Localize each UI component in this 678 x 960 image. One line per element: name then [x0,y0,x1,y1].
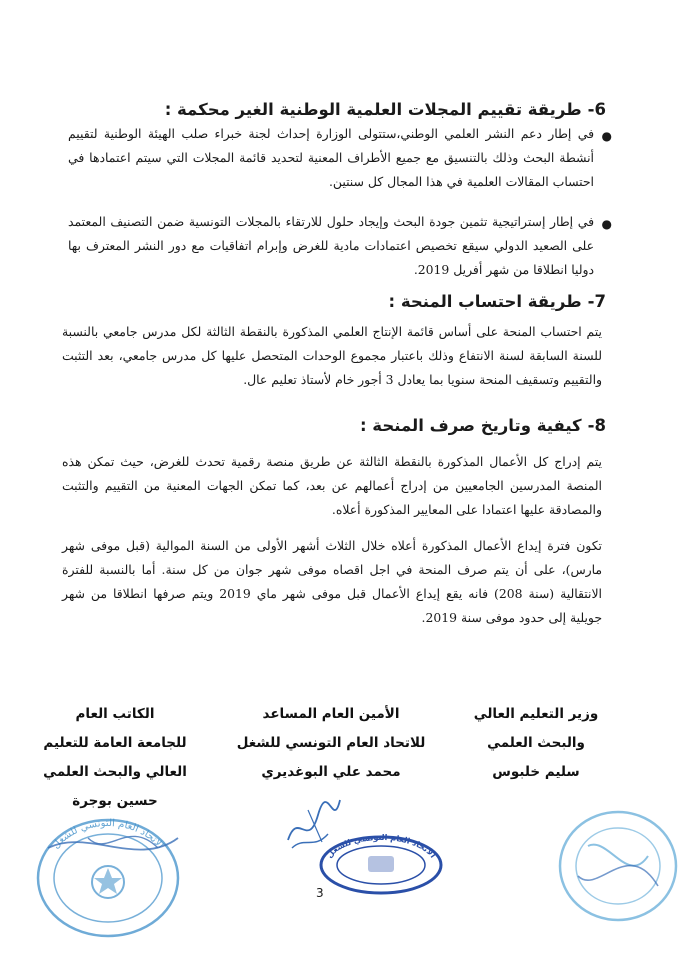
federation-stamp-icon [28,808,188,938]
signatory-minister [466,700,606,787]
signatory-line: حسين بوجرة [72,793,158,809]
section-6-bullet-2: في إطار إستراتيجية تثمين جودة البحث وإيجاد حلول للارتقاء بالمجلات التونسية ضمن التصنيف المعتمد على الصعيد الدولي سيقع تخصيص اعتمادات مادية للغرض وإبرام اتفاقيات مع دور النشر المعترف بها دوليا انطلاقا من شهر أفريل 2019. [68,214,594,277]
section-7-title [389,292,606,311]
signatory-line: العالي والبحث العلمي [43,764,187,780]
signatory-line: وزير التعليم العالي [473,706,599,722]
section-heading: طريقة تقييم المجلات العلمية الوطنية الغير محكمة : [164,100,582,119]
signatory-line: للجامعة العامة للتعليم [43,735,187,751]
section-heading: طريقة احتساب المنحة : [388,292,582,311]
signatory-line: سليم خلبوس [492,764,580,780]
signatory-federation [30,700,200,816]
signatory-line: والبحث العلمي [487,735,585,751]
section-number: 6- [587,100,606,119]
bullet-icon: ● [601,129,612,143]
page-number: 3 [316,886,324,900]
section-8-title [360,416,606,435]
section-8-paragraph-1: يتم إدراج كل الأعمال المذكورة بالنقطة الثالثة عن طريق منصة رقمية تحدث للغرض، حيث تمكن هذه المنصة المدرسين الجامعيين من إدراج أعمالهم عن بعد، كما تمكن الجهات المعنية من التقييم والتثبت والمصادقة عليها اعتمادا على المعايير المذكورة أعلاه. [62,454,602,517]
list-item [0,122,678,194]
section-number: 8- [587,416,606,435]
ugtt-stamp-icon [316,832,446,896]
signatory-line: الكاتب العام [75,706,155,722]
bullet-icon: ● [601,217,612,231]
list-item [0,210,678,282]
section-heading: كيفية وتاريخ صرف المنحة : [359,416,582,435]
section-number: 7- [587,292,606,311]
section-6-bullet-1: في إطار دعم النشر العلمي الوطني،ستتولى الوزارة إحداث لجنة خبراء صلب الهيئة الوطنية لتقييم أنشطة البحث وذلك بالتنسيق مع جميع الأطراف المعنية لتحديد قائمة المجلات التي سيتم اعتمادها في احتساب المقالات العلمية في هذا المجال كل سنتين. [68,126,594,189]
signatory-line: محمد علي البوغديري [261,764,401,780]
section-8-paragraph-2: تكون فترة إيداع الأعمال المذكورة أعلاه خلال الثلاث أشهر الأولى من السنة الموالية (قبل موفى شهر مارس)، على أن يتم صرف المنحة في اجل اقصاه موفى شهر جوان من كل سنة. أما بالنسبة للفترة الانتقالية (سنة 208) فانه يقع إيداع الأعمال قبل موفى شهر ماي 2019 ويتم صرفها انطلاقا من شهر جويلية إلى حدود موفى سنة 2019. [62,538,602,625]
stamp-text: الاتحاد العام التونسي للشغل [324,832,438,860]
signatory-ugtt [236,700,426,787]
signatory-line: للاتحاد العام التونسي للشغل [236,735,426,751]
section-6-title [165,100,606,119]
section-7-paragraph: يتم احتساب المنحة على أساس قائمة الإنتاج العلمي المذكورة بالنقطة الثالثة لكل مدرس جامعي بالنسبة للسنة السابقة لسنة الانتفاع وذلك باعتبار مجموع الوحدات المتحصل عليها كل مدرس جامعي، بعد التثبت والتقييم وتسقيف المنحة سنويا بما يعادل 3 أجور خام لأستاذ تعليم عال. [62,324,602,387]
stamp-text: الاتحاد العام التونسي للشغل [50,817,166,852]
signatory-line: الأمين العام المساعد [262,706,400,722]
ministry-stamp-icon [548,806,678,926]
